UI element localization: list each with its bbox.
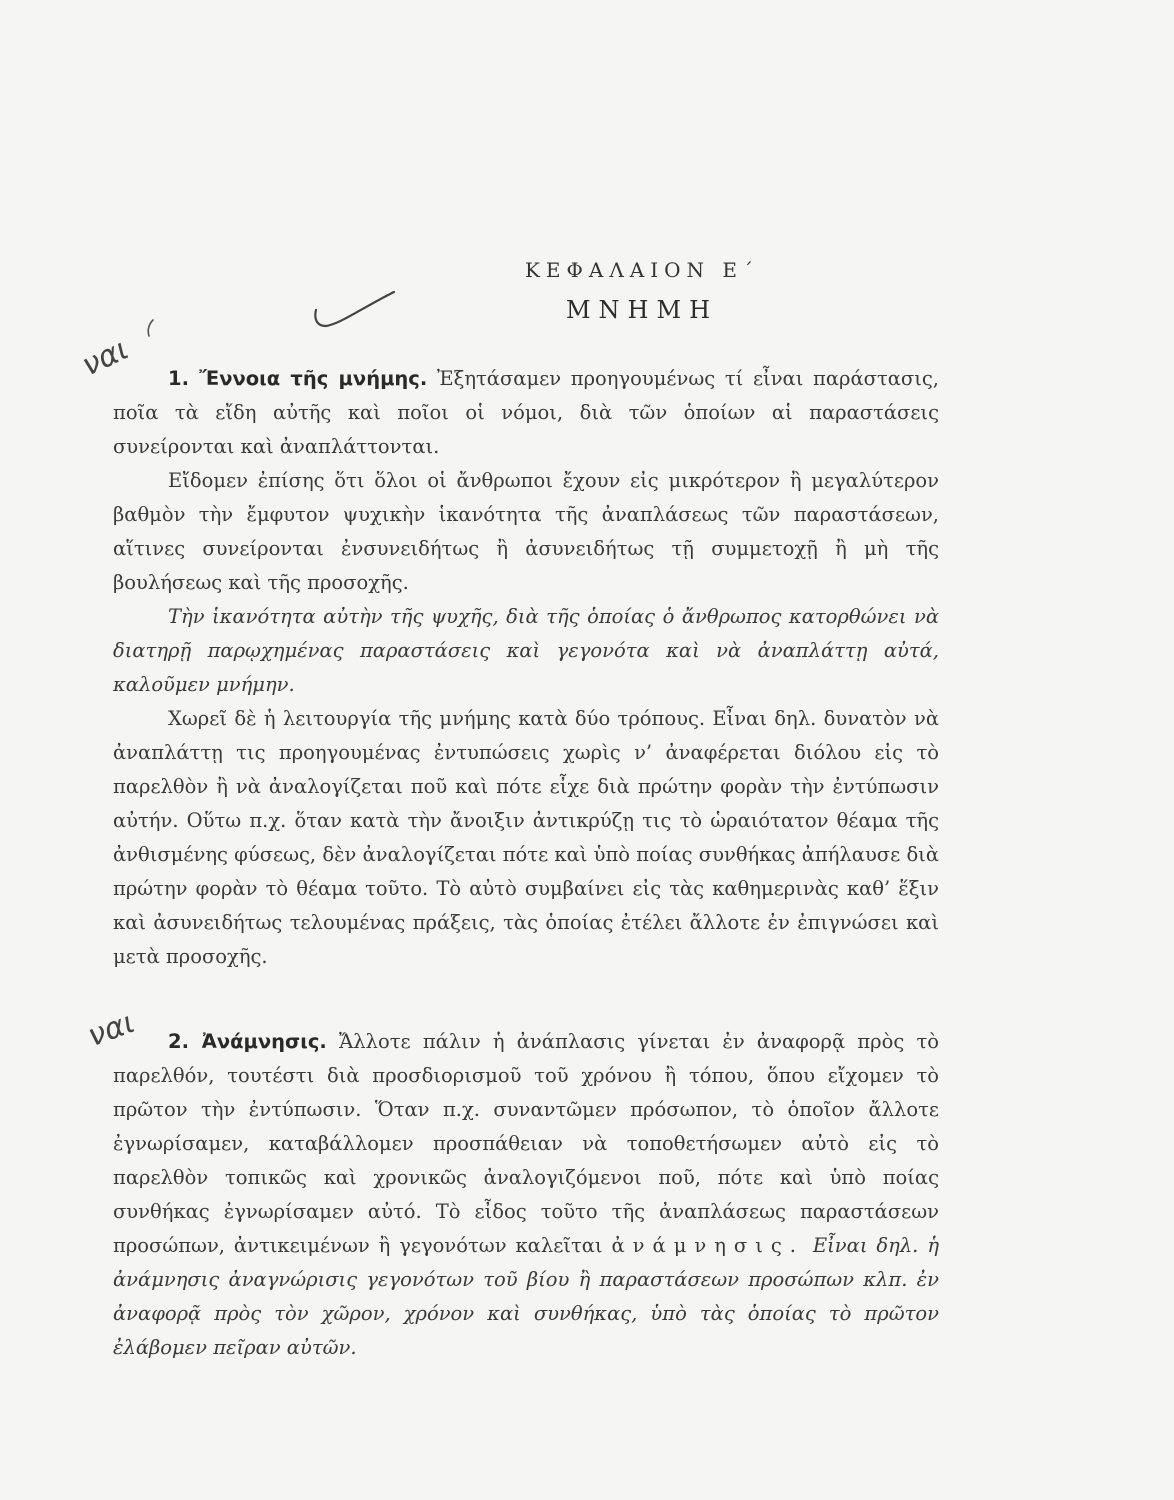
handwritten-stroke-icon — [143, 318, 157, 338]
term-anamnesis: ἀνάμνησις. — [611, 1234, 804, 1257]
section-2-paragraph-1 — [113, 1025, 939, 1365]
handwritten-check-mark-icon — [310, 288, 400, 338]
section-2 — [113, 1025, 939, 1365]
section-1-paragraph-1 — [113, 362, 939, 464]
section-1-paragraph-3: Τὴν ἱκανότητα αὐτὴν τῆς ψυχῆς, διὰ τῆς ὁποίας ὁ ἄνθρωπος κατορθώνει νὰ διατηρῇ παρῳχημένας παραστάσεις καὶ γεγονότα καὶ νὰ ἀναπλάττῃ αὐτά, καλοῦμεν μνήμην. — [113, 605, 939, 696]
chapter-label: ΚΕΦΑΛΑΙΟΝ Ε΄ — [524, 258, 760, 282]
section-2-heading: 2. Ἀνάμνησις. — [168, 1030, 327, 1053]
chapter-title: ΜΝΗΜΗ — [565, 296, 718, 324]
section-1-paragraph-4: Χωρεῖ δὲ ἡ λειτουργία τῆς μνήμης κατὰ δύο τρόπους. Εἶναι δηλ. δυνατὸν νὰ ἀναπλάττῃ τις προηγουμένας ἐντυπώσεις χωρὶς ν’ ἀναφέρεται διόλου εἰς τὸ παρελθὸν ἢ νὰ ἀναλογίζεται ποῦ καὶ πότε εἶχε διὰ πρώτην φορὰν τὴν ἐντύπωσιν αὐτήν. Οὕτω π.χ. ὅταν κατὰ τὴν ἄνοιξιν ἀντικρύζῃ τις τὸ ὡραιότατον θέαμα τῆς ἀνθισμένης φύσεως, δὲν ἀναλογίζεται πότε καὶ ὑπὸ ποίας συνθήκας ἀπήλαυσε διὰ πρώτην φορὰν τὸ θέαμα τοῦτο. Τὸ αὐτὸ συμβαίνει εἰς τὰς καθημερινὰς καθ’ ἕξιν καὶ ἀσυνειδήτως τελουμένας πράξεις, τὰς ὁποίας ἐτέλει ἄλλοτε ἐν ἐπιγνώσει καὶ μετὰ προσοχῆς. — [113, 707, 939, 968]
section-1-paragraph-2: Εἴδομεν ἐπίσης ὅτι ὅλοι οἱ ἄνθρωποι ἔχουν εἰς μικρότερον ἢ μεγαλύτερον βαθμὸν τὴν ἔμφυτον ψυχικὴν ἱκανότητα τῆς ἀναπλάσεως τῶν παραστάσεων, αἵτινες συνείρονται ἐνσυνειδήτως ἢ ἀσυνειδήτως τῇ συμμετοχῇ ἢ μὴ τῆς βουλήσεως καὶ τῆς προσοχῆς. — [113, 469, 939, 594]
margin-note-2: ναι — [83, 1005, 140, 1054]
margin-note-1: ναι — [76, 331, 134, 384]
section-2-paragraph-1-text: Ἄλλοτε πάλιν ἡ ἀνάπλασις γίνεται ἐν ἀναφορᾷ πρὸς τὸ παρελθόν, τουτέστι διὰ προσδιορισμοῦ τοῦ χρόνου ἢ τόπου, ὅπου εἴχομεν τὸ πρῶτον τὴν ἐντύπωσιν. Ὅταν π.χ. συναντῶμεν πρόσωπον, τὸ ὁποῖον ἄλλοτε ἐγνωρίσαμεν, καταβάλλομεν προσπάθειαν νὰ τοποθετήσωμεν αὐτὸ εἰς τὸ παρελθὸν τοπικῶς καὶ χρονικῶς ἀναλογιζόμενοι ποῦ, πότε καὶ ὑπὸ ποίας συνθήκας ἐγνωρίσαμεν αὐτό. Τὸ εἶδος τοῦτο τῆς ἀναπλάσεως παραστάσεων προσώπων, ἀντικειμένων ἢ γεγονότων καλεῖται — [113, 1030, 939, 1257]
section-1-paragraph-1-text: Ἐξητάσαμεν προηγουμένως τί εἶναι παράστασις, ποῖα τὰ εἴδη αὐτῆς καὶ ποῖοι οἱ νόμοι, διὰ τῶν ὁποίων αἱ παραστάσεις συνείρονται καὶ ἀναπλάττονται. — [113, 367, 939, 458]
section-1-heading: 1. Ἔννοια τῆς μνήμης. — [168, 367, 428, 390]
section-2-definition: Εἶναι δηλ. ἡ ἀνάμνησις ἀναγνώρισις γεγονότων τοῦ βίου ἢ παραστάσεων προσώπων κλπ. ἐν ἀναφορᾷ πρὸς τὸν χῶρον, χρόνον καὶ συνθήκας, ὑπὸ τὰς ὁποίας τὸ πρῶτον ἐλάβομεν πεῖραν αὐτῶν. — [113, 1234, 940, 1359]
section-1 — [113, 362, 939, 974]
